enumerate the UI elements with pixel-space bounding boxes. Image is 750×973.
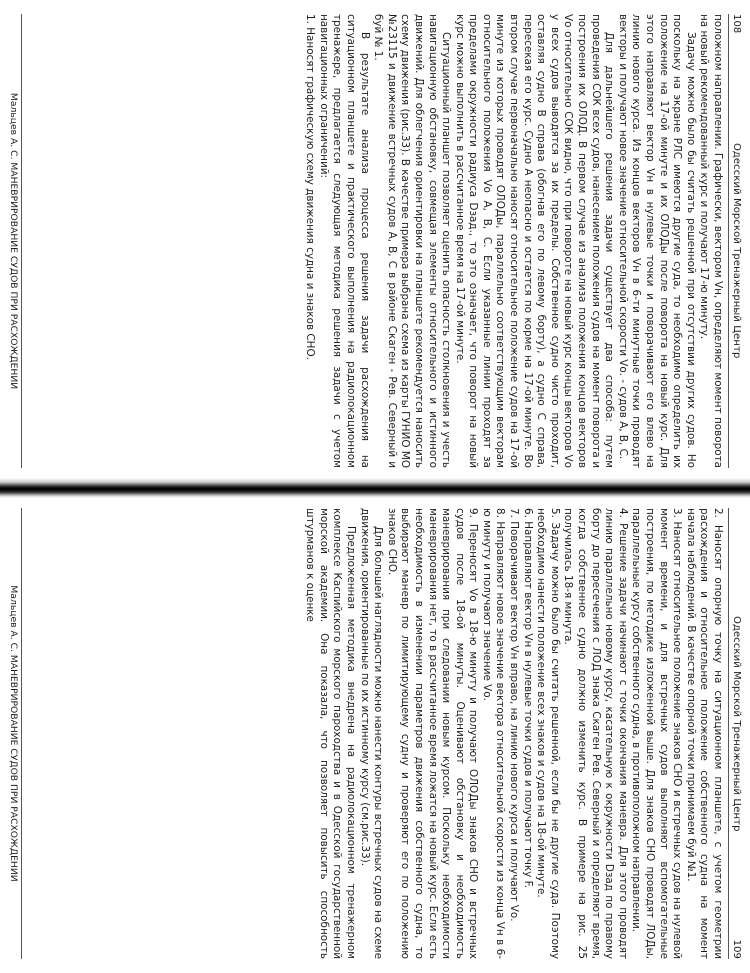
- step-item: 5. Задачу можно было бы считать решенной, если бы не другие суда. Поэтому необходимо нанести положение всех знаков и судов на 18-ой минуте.: [535, 508, 561, 959]
- left-paragraph: положном направлении. Графически, вектором Vн, определяют момент поворота на новый рекомендованный курс и получают 17-ю минуту.: [698, 14, 724, 468]
- right-page-header: [728, 508, 742, 959]
- left-paragraph: Задачу можно было бы считать решенной при отсутствии других судов. Но поскольку на экране РЛС имеются другие суда, то необходимо определить их положение на 17-ой минуте и их ОЛОДы после поворота на новый курс. Для этого направляют вектор Vн в нулевые точки и поворачивают его влево на линию нового курса. Из концов векторов Vн в 6-ти минутные точки проводят векторы и получают новое значение относительной скорости Vо. - судов А, В, С.: [616, 14, 697, 468]
- right-paragraph: Для большей наглядности можно нанести контуры встречных судов на схеме движения, ориентированные по их истинному курсу (см.рис.33).: [358, 508, 385, 959]
- step-item: 3. Наносят относительное положение знаков СНО и встречных судов на нулевой момент времени, и для встречных судов выполняют вспомогательные построения, по методике изложенной выше. Для знаков СНО проводят ЛОДы, параллельные курсу собственного судна, в противоположном направлении.: [630, 508, 684, 959]
- step-item: 6. Направляют вектор Vн в нулевые точки судов и получают точку F.: [521, 508, 534, 889]
- right-page: [0, 498, 750, 973]
- step-item: 9. Переносят Vо в 18-ю минуту и получают ОЛОДы знаков СНО и встречных судов после 18-ой минуты. Оценивают обстановку и необходимость маневрирования при следовании новым курсом. Поскольку необходимости маневрирования нет, то в рассчитанное время ложатся на новый курс. Если есть необходимость в изменении параметров движения собственного судна, то выбирают маневр по лимитирующему судну и проверяют его по положению знаков СНО.: [385, 508, 480, 959]
- left-page-body: [303, 14, 724, 468]
- left-page: [0, 0, 750, 478]
- right-page-number: 109: [731, 939, 742, 959]
- left-paragraph: Ситуационный планшет позволяет оценить опасность столкновения и учесть навигационную обстановку, совмещая элементы относительного и истинного движений. Для облегчения ориентировки на планшете рекомендуется наносить схему движения (рис.33). В качестве примера выбрана схема из карты ГУНИО МО №23115 и движение встречных судов А, В, С в районе Скаген - Рев. Северный и буй № 1.: [372, 14, 453, 468]
- left-paragraph: В результате анализа процесса решения задачи расхождения на ситуационном планшете и практического выполнения на радиолокационном тренажере, предлагается следующая методика решения задачи с учетом навигационных ограничений:: [317, 14, 371, 468]
- step-item: 7. Поворачивают вектор Vн вправо, на линию нового курса и получают Vо.: [508, 508, 521, 922]
- left-header-title: Одесский Морской Тренажерный Центр: [731, 142, 742, 359]
- left-paragraph: Для дальнейшего решения задачи существует два способа: путем проведения СОК всех судов, нанесением положения судов на момент поворота и построения их ОЛОД. В первом случае из анализа положения концов векторов Vо относительно СОК видно, что при повороте на новый курс концы векторов Vо у всех судов выводятся за их пределы. Собственное судно чисто проходит, оставляя судно В справа (обогнав его по левому борту), а судно С справа, пересекая его курс. Судно А неопасно и остается по корме на 17-ой минуте. Во втором случае первоначально наносят относительное положение судов на 17-ой минуте из которых проводят ОЛОДы, параллельно соответствующим векторам относительного положения Vо А, В, С. Если указанные линии проходят за пределами окружности радиуса Dзад., то это означает, что поворот на новый курс можно выполнить в рассчитанное время на 17-ой минуте.: [453, 14, 616, 468]
- right-page-body: [303, 508, 724, 959]
- right-header-title: Одесский Морской Тренажерный Центр: [731, 616, 742, 832]
- step-item: 2. Наносят опорную точку на ситуационном планшете, с учетом геометрии расхождения и относительное положение собственного судна на момент начала наблюдений. В качестве опорной точки принимаем буй №1.: [684, 508, 724, 959]
- left-page-header: [728, 14, 742, 468]
- step-item: 8. Направляют новое значение вектора относительной скорости из конца Vн в 6-ю минуту и получают значение Vо.: [480, 508, 507, 959]
- right-paragraph: Предложенная методика внедрена на радиолокационном тренажерном комплексе Каспийского морского пароходства и в Одесской государственной морской академии. Она показала, что позволяет повысить способность штурманов к оценке: [304, 508, 357, 959]
- left-page-number: 108: [731, 14, 742, 34]
- step-item: 4. Решение задачи начинают с точки окончания маневра. Для этого проводят линию параллельно новому курсу, касательную к окружности Dзад по правому борту до пересечения с ЛОД знака Скаген Рев. Северный и определяют время, когда собственное судно должно изменить курс. В примере на рис. 25 получилась 18-я минута.: [562, 508, 629, 959]
- left-page-footer: Мальцев А. С. МАНЕВРИРОВАНИЕ СУДОВ ПРИ РАСХОЖДЕНИИ: [8, 14, 22, 468]
- right-page-footer: Мальцев А. С. МАНЕВРИРОВАНИЕ СУДОВ ПРИ РАСХОЖДЕНИИ: [8, 508, 22, 959]
- book-gutter: [0, 478, 750, 498]
- left-list-item: 1. Наносят графическую схему движения судна и знаков СНО.: [304, 14, 317, 360]
